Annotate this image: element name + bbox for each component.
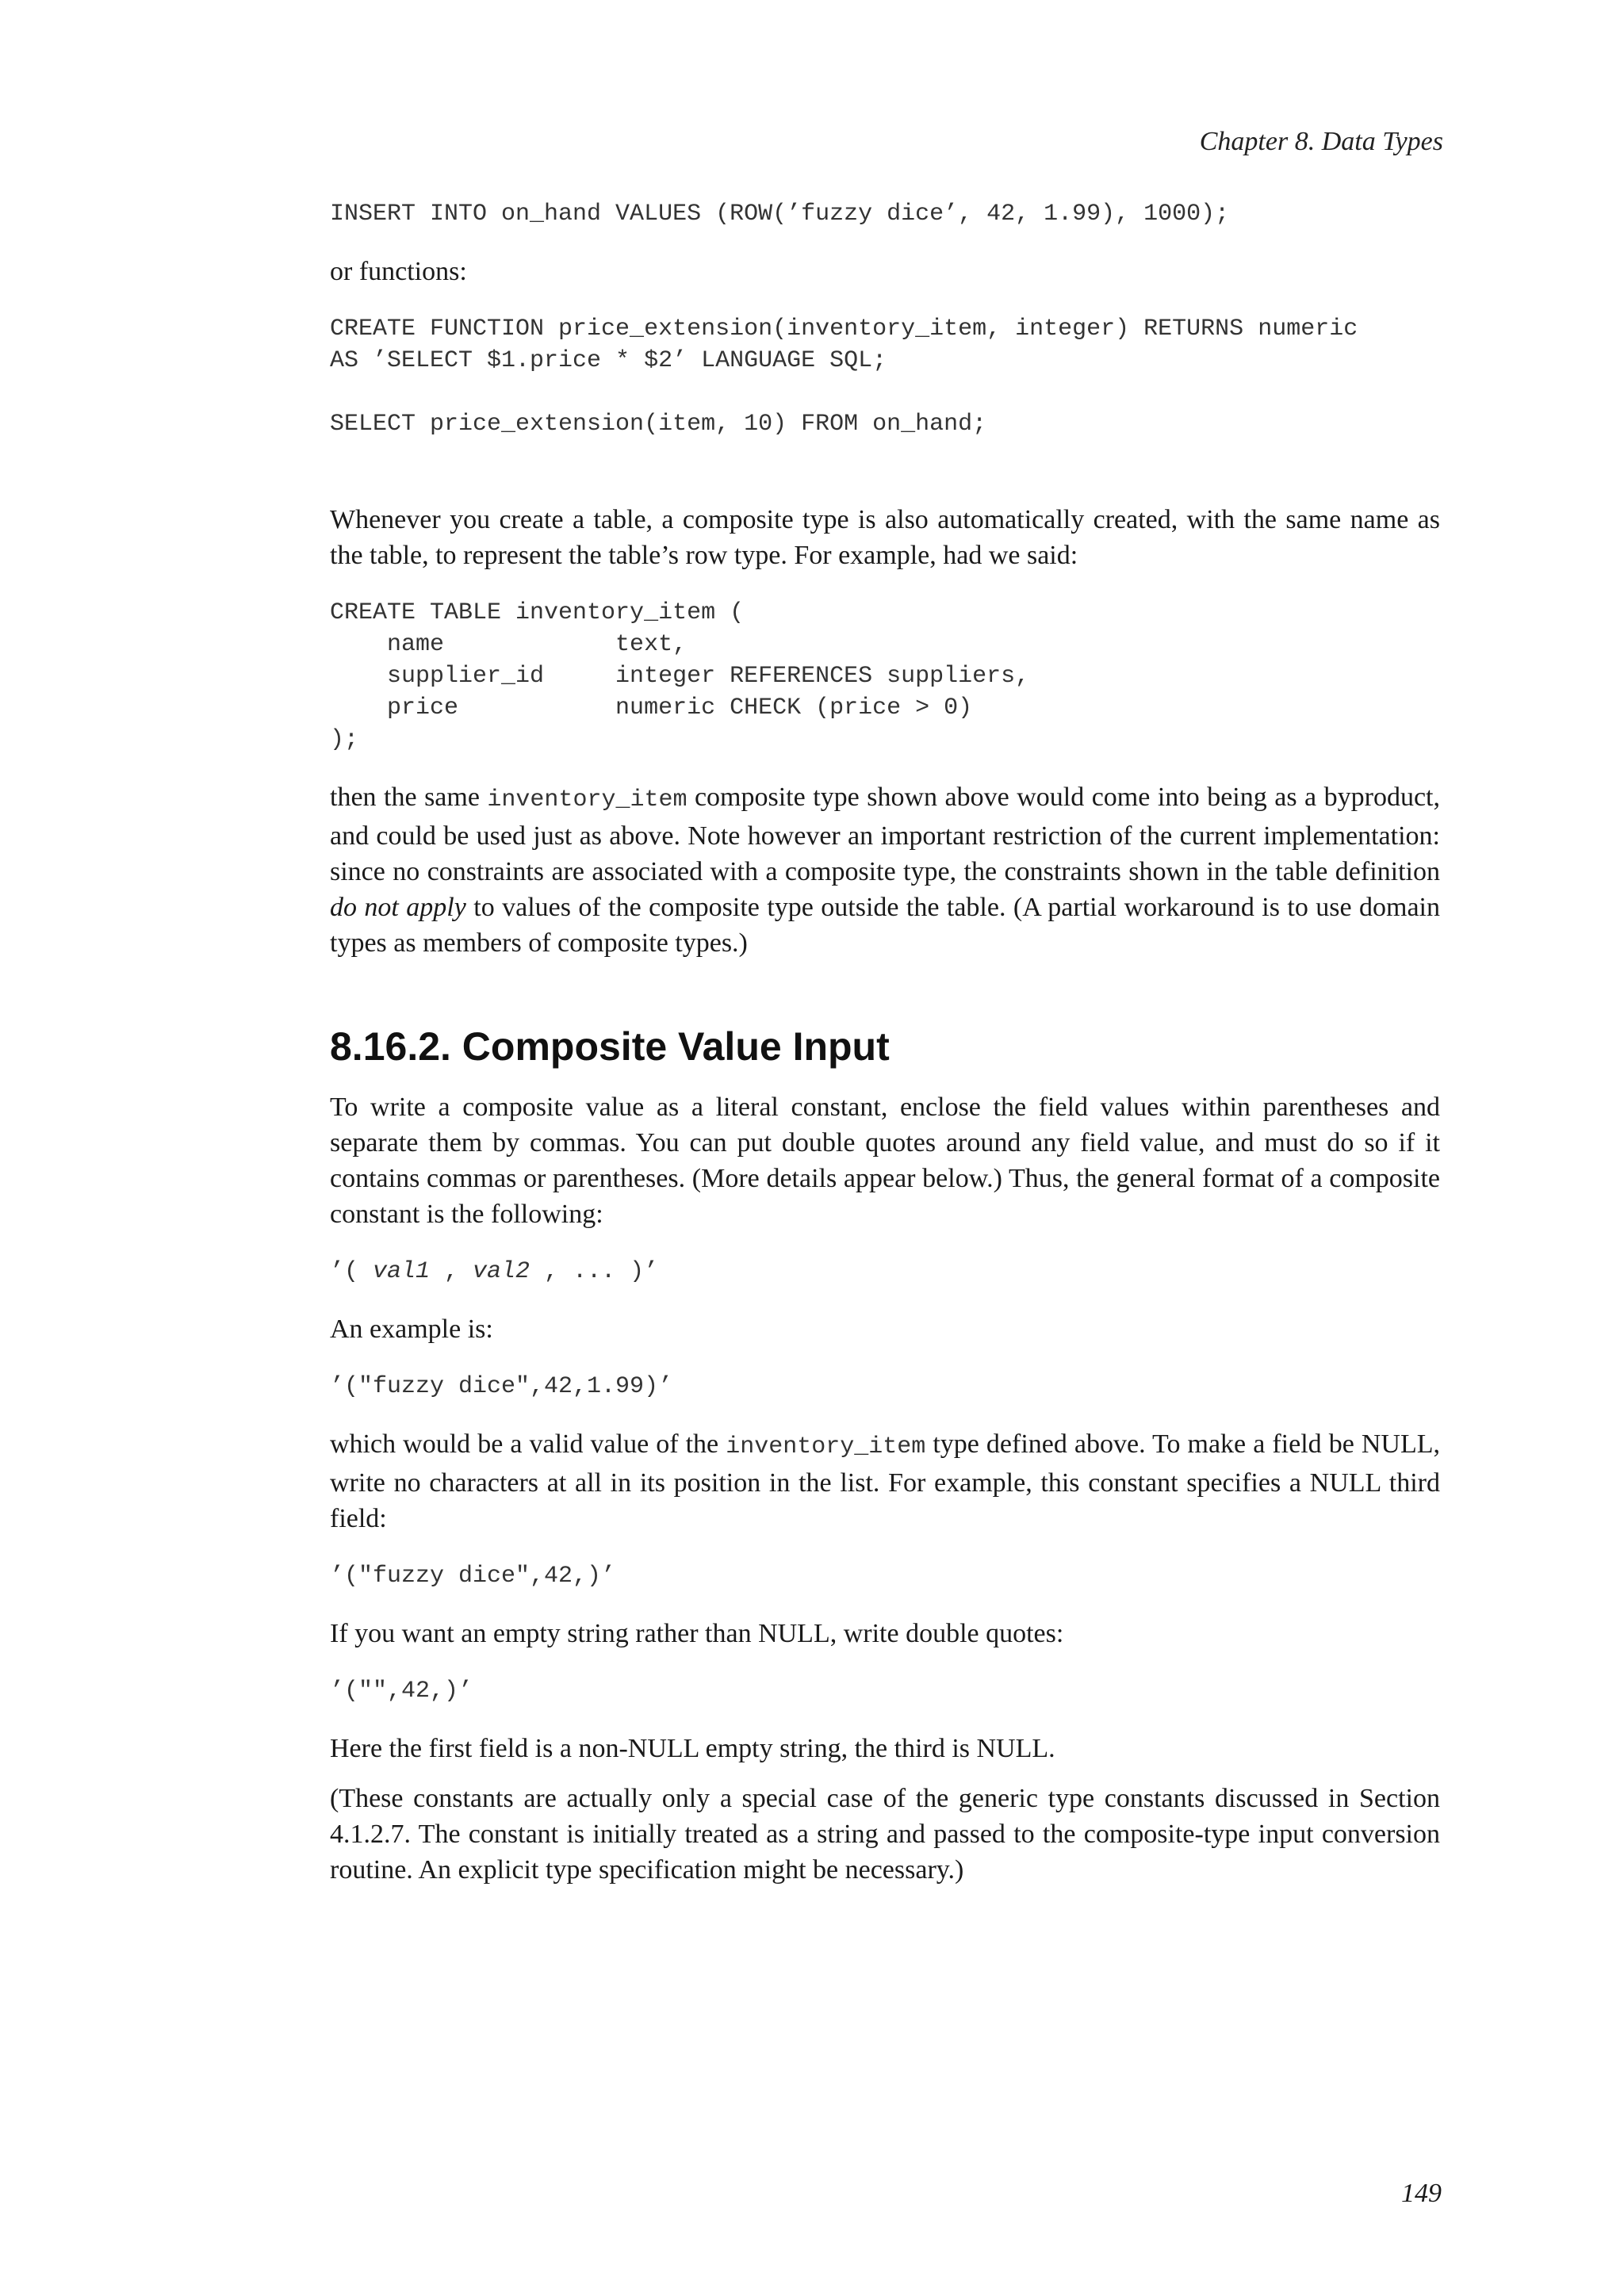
running-header: Chapter 8. Data Types [1199,127,1443,156]
placeholder-val1: val1 [373,1258,431,1285]
placeholder-val2: val2 [473,1258,530,1285]
emphasis: do not apply [330,893,466,922]
paragraph-empty-string: If you want an empty string rather than NULL, write double quotes: [330,1619,1064,1648]
code-null-third-field: ’("fuzzy dice",42,)’ [330,1563,616,1590]
code-run: , [430,1258,473,1285]
code-example-literal: ’("fuzzy dice",42,1.99)’ [330,1373,673,1400]
text-run: which would be a valid value of the [330,1429,726,1459]
paragraph-literal-constant: To write a composite value as a literal constant, enclose the field values within parentheses and separate them by commas. You can put double quotes around any field value, and must do so if it contains commas or parentheses. (More details appear below.) Thus, the general format of a composite constant is the following: [330,1093,1440,1229]
page-content [330,198,1440,1888]
text-run: type defined above. To make a field be NULL, write no characters at all in its position in the list. For example, this constant specifies a NULL third field: [330,1429,1440,1533]
code-insert-example: INSERT INTO on_hand VALUES (ROW(’fuzzy dice’, 42, 1.99), 1000); [330,201,1230,228]
paragraph-composite-auto-created: Whenever you create a table, a composite type is also automatically created, with the same name as the table, to represent the table’s row type. For example, had we said: [330,505,1440,570]
paragraph-non-null-empty: Here the first field is a non-NULL empty string, the third is NULL. [330,1734,1055,1763]
paragraph-example-is: An example is: [330,1314,493,1344]
paragraph-null-field [330,1426,1440,1536]
text-run: to values of the composite type outside the table. (A partial workaround is to use domain types as members of composite types.) [330,893,1441,958]
paragraph-or-functions: or functions: [330,257,467,286]
text-run: composite type shown above would come into being as a byproduct, and could be used just as above. Note however an important restriction of the current implementation: since no constraints are associated with a composite type, the constraints shown in the table definition [330,783,1440,886]
code-run: ’( [330,1258,373,1285]
code-empty-string: ’("",42,)’ [330,1678,473,1705]
text-run: then the same [330,783,488,812]
code-run: , ... )’ [530,1258,659,1285]
paragraph-byproduct [330,779,1440,961]
paragraph-generic-constants: (These constants are actually only a special case of the generic type constants discussed in Section 4.1.2.7. The constant is initially treated as a string and passed to the composite-type input conversion routine. An explicit type specification might be necessary.) [330,1784,1440,1885]
inline-code: inventory_item [487,786,688,813]
page-number: 149 [1401,2179,1442,2208]
code-general-format [330,1256,1440,1288]
code-create-table: CREATE TABLE inventory_item ( name text, supplier_id integer REFERENCES suppliers, price numeric CHECK (price > 0) ); [330,599,1030,753]
section-heading: 8.16.2. Composite Value Input [330,1024,890,1069]
inline-code: inventory_item [726,1433,926,1460]
code-create-function: CREATE FUNCTION price_extension(inventory_item, integer) RETURNS numeric AS ’SELECT $1.price * $2’ LANGUAGE SQL; SELECT price_extension(item, 10) FROM on_hand; [330,316,1358,438]
